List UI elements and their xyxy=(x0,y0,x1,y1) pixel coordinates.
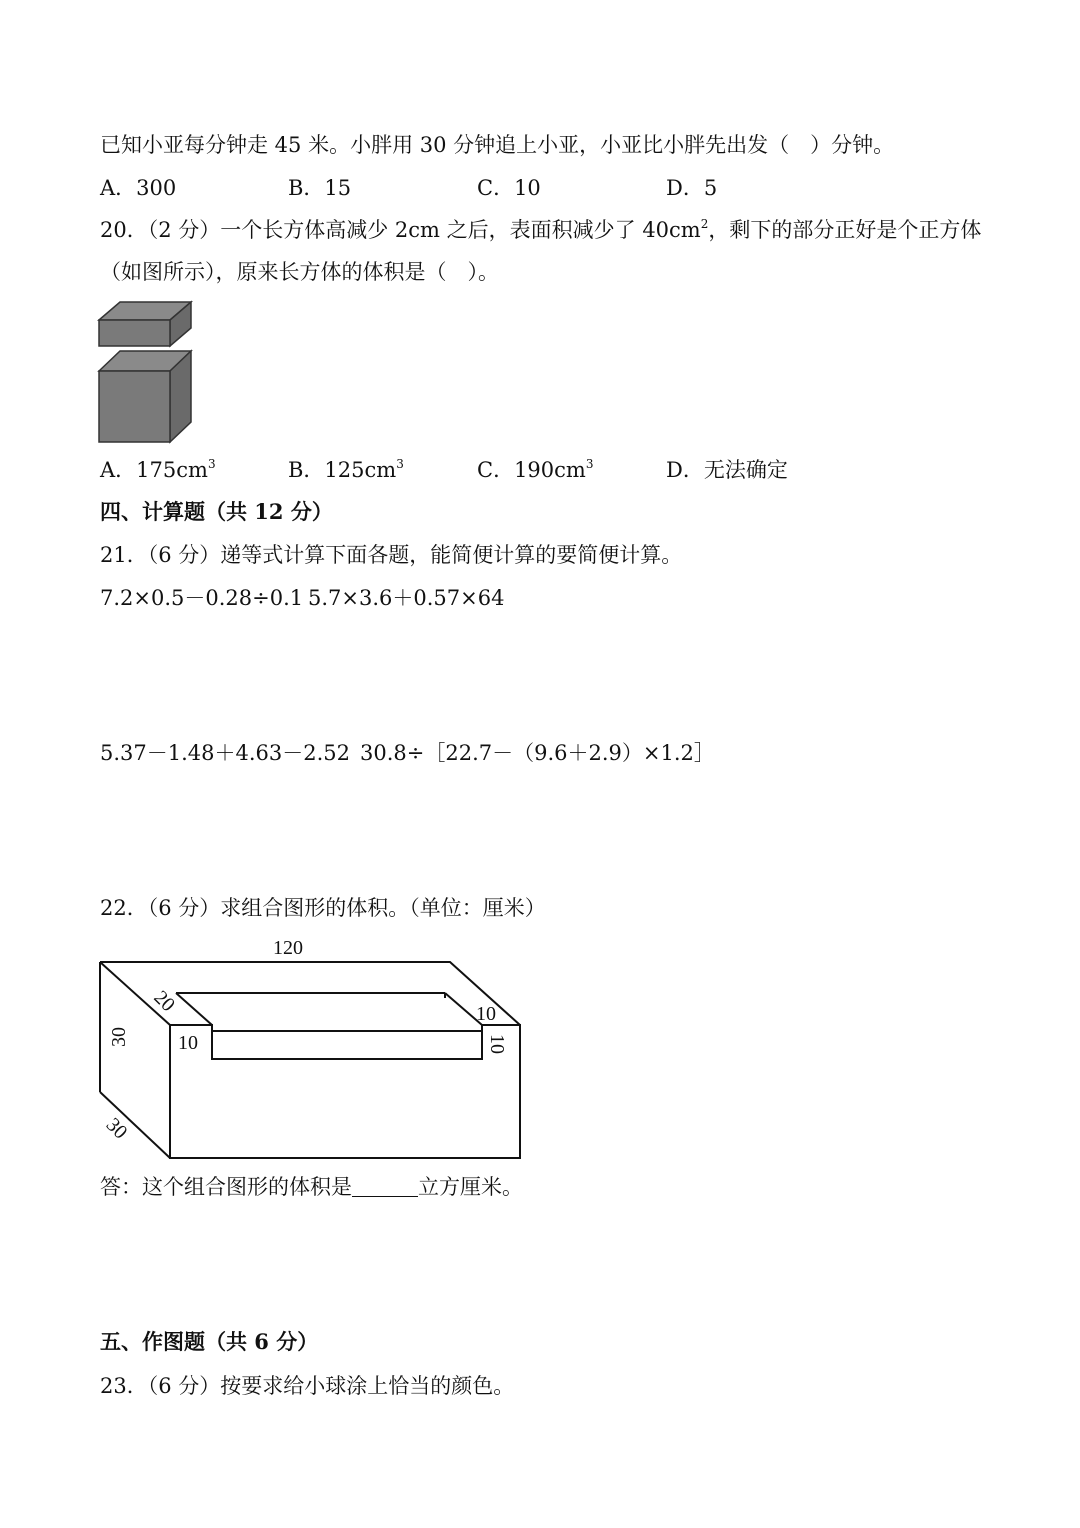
q19-option-c: C．10 xyxy=(477,176,541,200)
label-right-top-10: 10 xyxy=(476,1003,496,1025)
q20-option-c-label: C．190cm xyxy=(477,458,586,482)
q20-option-d: D．无法确定 xyxy=(666,458,788,482)
q20-option-a-label: A．175cm xyxy=(100,458,208,482)
q20-option-c xyxy=(477,456,593,484)
label-height-10: 10 xyxy=(178,1032,198,1054)
q22-answer-blank[interactable] xyxy=(352,1176,418,1197)
label-top-120: 120 xyxy=(273,937,303,959)
label-depth-20: 20 xyxy=(149,986,180,1017)
q20-option-a xyxy=(100,456,216,484)
q22-composite-figure xyxy=(90,930,530,1170)
q23-text: 23．（6 分）按要求给小球涂上恰当的颜色。 xyxy=(100,1374,515,1398)
q21-expr-4: 30.8÷［22.7－（9.6＋2.9）×1.2］ xyxy=(360,741,715,765)
q20-line1-sup: 2 xyxy=(700,217,709,231)
q20-option-b-label: B．125cm xyxy=(288,458,397,482)
q20-cuboid-figure xyxy=(96,300,196,446)
q22-answer-suffix: 立方厘米。 xyxy=(418,1175,523,1199)
q20-line1-tail: ，剩下的部分正好是个正方体 xyxy=(708,218,982,242)
label-right-side-10: 10 xyxy=(486,1034,508,1054)
q19-option-a: A．300 xyxy=(100,176,177,200)
q20-option-b xyxy=(288,456,404,484)
q20-option-b-sup: 3 xyxy=(396,457,404,471)
q20-line1 xyxy=(100,216,981,244)
q21-expr-3: 5.37－1.48＋4.63－2.52 xyxy=(100,741,351,765)
q21-expr-1: 7.2×0.5－0.28÷0.1 xyxy=(100,586,304,610)
q19-text: 已知小亚每分钟走 45 米。小胖用 30 分钟追上小亚，小亚比小胖先出发（ ）分钟。 xyxy=(100,133,895,157)
q20-line1-text: 20．（2 分）一个长方体高减少 2cm 之后，表面积减少了 40cm xyxy=(100,218,701,242)
removed-slab xyxy=(99,302,191,346)
q20-line2: （如图所示），原来长方体的体积是（ ）。 xyxy=(100,260,499,284)
section5-title: 五、作图题（共 6 分） xyxy=(100,1329,319,1354)
q22-text: 22．（6 分）求组合图形的体积。（单位：厘米） xyxy=(100,896,546,920)
q20-option-c-sup: 3 xyxy=(585,457,594,471)
q21-expr-2: 5.7×3.6＋0.57×64 xyxy=(308,586,505,610)
q19-option-b: B．15 xyxy=(288,176,352,200)
q22-answer xyxy=(100,1173,523,1201)
q19-option-d: D．5 xyxy=(666,176,718,200)
q22-answer-prefix: 答：这个组合图形的体积是 xyxy=(100,1175,352,1199)
label-left-30: 30 xyxy=(108,1027,130,1047)
label-bottom-30: 30 xyxy=(101,1113,132,1144)
section4-title: 四、计算题（共 12 分） xyxy=(100,499,333,524)
q20-option-a-sup: 3 xyxy=(207,457,216,471)
q21-text: 21．（6 分）递等式计算下面各题，能简便计算的要简便计算。 xyxy=(100,543,683,567)
remaining-cube xyxy=(99,351,191,442)
